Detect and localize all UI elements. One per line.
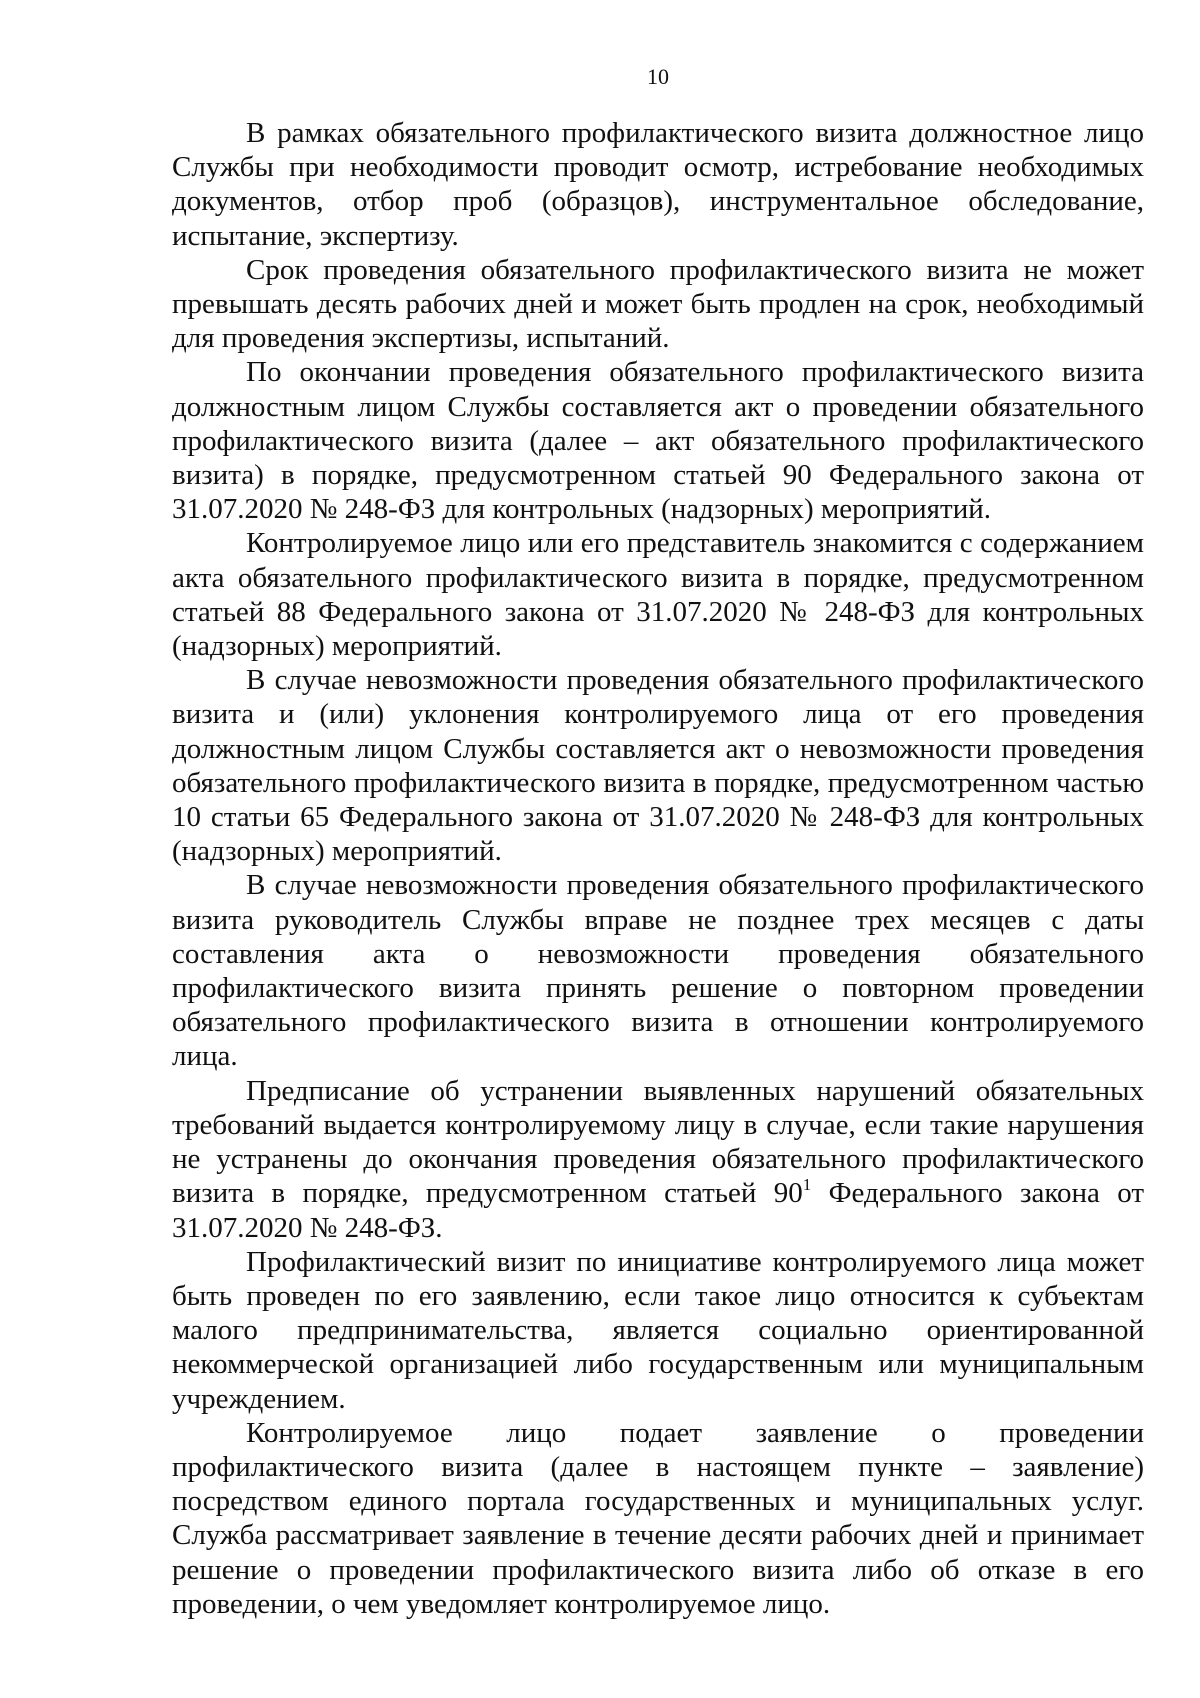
prescription-text-before: Предписание об устранении выявленных нарушений обязательных требований выдается контролируемому лицу в случае, если такие нарушения не устранены до окончания проведения обязательного профилактического визита в порядке, предусмотренном статьей 90	[172, 1074, 1144, 1210]
paragraph-repeat-visit-decision: В случае невозможности проведения обязательного профилактического визита руководитель Службы вправе не позднее трех месяцев с даты составления акта о невозможности проведения обязательного профилактического визита принять решение о повторном проведении обязательного профилактического визита в отношении контролируемого лица.	[172, 869, 1144, 1073]
paragraph-profilactic-visit-actions: В рамках обязательного профилактического визита должностное лицо Службы при необходимости проводит осмотр, истребование необходимых документов, отбор проб (образцов), инструментальное обследование, испытание, экспертизу.	[172, 117, 1144, 252]
paragraph-act-familiarization: Контролируемое лицо или его представитель знакомится с содержанием акта обязательного профилактического визита в порядке, предусмотренном статьей 88 Федерального закона от 31.07.2020 № 248-ФЗ для контрольных (надзорных) мероприятий.	[172, 527, 1144, 663]
paragraph-impossibility-act: В случае невозможности проведения обязательного профилактического визита и (или) уклонения контролируемого лица от его проведения должностным лицом Службы составляется акт о невозможности проведения обязательного профилактического визита в порядке, предусмотренном частью 10 статьи 65 Федерального закона от 31.07.2020 № 248-ФЗ для контрольных (надзорных) мероприятий.	[172, 664, 1144, 868]
document-body	[172, 116, 1144, 1621]
paragraph-visit-act: По окончании проведения обязательного профилактического визита должностным лицом Службы составляется акт о проведении обязательного профилактического визита (далее – акт обязательного профилактического визита) в порядке, предусмотренном статьей 90 Федерального закона от 31.07.2020 № 248-ФЗ для контрольных (надзорных) мероприятий.	[172, 356, 1144, 526]
paragraph-prescription	[172, 1074, 1144, 1245]
article-superscript: 1	[802, 1174, 812, 1194]
paragraph-application: Контролируемое лицо подает заявление о проведении профилактического визита (далее в настоящем пункте – заявление) посредством единого портала государственных и муниципальных услуг. Служба рассматривает заявление в течение десяти рабочих дней и принимает решение о проведении профилактического визита либо об отказе в его проведении, о чем уведомляет контролируемое лицо.	[172, 1416, 1144, 1620]
paragraph-initiative-visit: Профилактический визит по инициативе контролируемого лица может быть проведен по его заявлению, если такое лицо относится к субъектам малого предпринимательства, является социально ориентированной некоммерческой организацией либо государственным или муниципальным учреждением.	[172, 1245, 1144, 1415]
paragraph-visit-duration: Срок проведения обязательного профилактического визита не может превышать десять рабочих дней и может быть продлен на срок, необходимый для проведения экспертизы, испытаний.	[172, 253, 1144, 355]
prescription-text-after: Федерального закона от 31.07.2020 № 248-ФЗ.	[172, 1177, 1144, 1244]
page-number: 10	[647, 64, 669, 89]
